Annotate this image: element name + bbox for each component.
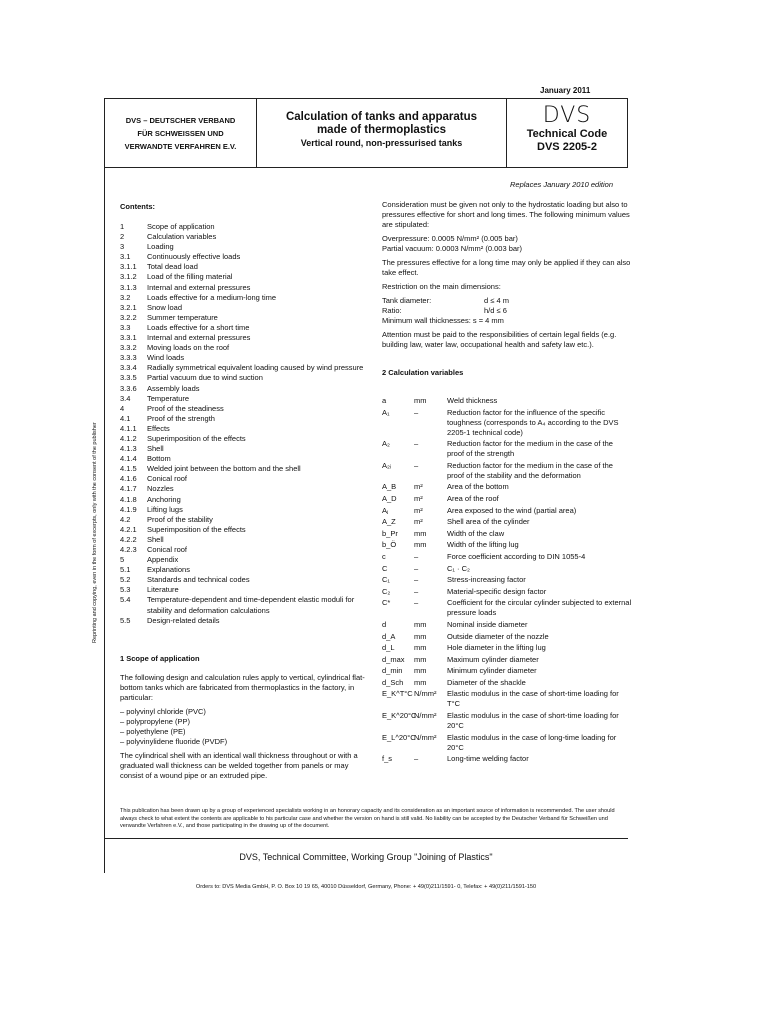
toc-number: 4 bbox=[120, 403, 125, 413]
variable-row bbox=[382, 396, 632, 406]
toc-number: 5.5 bbox=[120, 615, 131, 625]
toc-number: 3.3.2 bbox=[120, 343, 137, 353]
variable-unit: mm bbox=[414, 643, 427, 653]
variable-desc: Elastic modulus in the case of short-time loading for 20°C bbox=[447, 711, 619, 731]
table-of-contents bbox=[120, 222, 370, 626]
toc-number: 1 bbox=[120, 222, 125, 231]
toc-label: Radially symmetrical equivalent loading caused by wind pressure bbox=[147, 363, 364, 373]
toc-number: 3.2 bbox=[120, 292, 131, 302]
toc-number: 4.2.2 bbox=[120, 534, 137, 544]
toc-entry bbox=[120, 525, 370, 535]
copyright-side-note: Reprinting and copying, even in the form of excerpts, only with the consent of the publisher bbox=[92, 422, 98, 643]
document-subtitle: Vertical round, non-pressurised tanks bbox=[300, 138, 463, 148]
toc-entry bbox=[120, 293, 370, 303]
toc-number: 4.1.5 bbox=[120, 464, 137, 474]
toc-label: Lifting lugs bbox=[147, 504, 183, 514]
list-item: – polyethylene (PE) bbox=[120, 727, 186, 736]
variable-unit: N/mm² bbox=[414, 689, 437, 699]
variable-sym: A_Z bbox=[382, 517, 396, 527]
toc-entry bbox=[120, 283, 370, 293]
variable-row bbox=[382, 552, 632, 562]
variable-unit: – bbox=[414, 575, 419, 585]
variable-row bbox=[382, 666, 632, 676]
toc-number: 4.1.8 bbox=[120, 494, 137, 504]
code-label: Technical Code bbox=[526, 128, 608, 140]
toc-label: Proof of the stability bbox=[147, 514, 213, 524]
toc-entry bbox=[120, 555, 370, 565]
toc-label: Nozzles bbox=[147, 484, 174, 494]
toc-label: Snow load bbox=[147, 302, 183, 312]
toc-number: 3.3.3 bbox=[120, 353, 137, 363]
toc-entry bbox=[120, 535, 370, 545]
variable-row bbox=[382, 482, 632, 492]
restriction-label: Restriction on the main dimensions: bbox=[382, 282, 501, 291]
toc-label: Wind loads bbox=[147, 353, 185, 363]
toc-label: Internal and external pressures bbox=[147, 282, 251, 292]
variable-desc: Width of the claw bbox=[447, 528, 505, 538]
variable-desc: Hole diameter in the lifting lug bbox=[447, 643, 546, 653]
toc-entry bbox=[120, 353, 370, 363]
toc-number: 3.2.1 bbox=[120, 302, 137, 312]
variable-sym: d_A bbox=[382, 631, 396, 641]
committee-line: DVS, Technical Committee, Working Group "Joining of Plastics" bbox=[239, 852, 493, 862]
organization-name bbox=[105, 99, 257, 167]
variable-unit: mm bbox=[414, 396, 427, 405]
toc-entry bbox=[120, 384, 370, 394]
variable-sym: d_max bbox=[382, 654, 405, 664]
toc-entry bbox=[120, 545, 370, 555]
variable-desc: Nominal inside diameter bbox=[447, 619, 528, 629]
toc-number: 4.1.4 bbox=[120, 454, 137, 464]
variable-unit: mm bbox=[414, 540, 427, 550]
variable-sym: d_min bbox=[382, 666, 403, 676]
toc-entry bbox=[120, 595, 370, 615]
edition-date: January 2011 bbox=[540, 86, 591, 95]
variable-sym: E_K^T°C bbox=[382, 689, 413, 699]
variable-sym: A₂ bbox=[382, 439, 390, 449]
toc-entry bbox=[120, 495, 370, 505]
toc-entry bbox=[120, 585, 370, 595]
toc-label: Anchoring bbox=[147, 494, 181, 504]
scope-section bbox=[120, 654, 370, 781]
toc-label: Conical roof bbox=[147, 545, 188, 554]
toc-entry bbox=[120, 363, 370, 373]
overpressure-value: Overpressure: 0.0005 N/mm² (0.005 bar) bbox=[382, 234, 518, 243]
toc-label: Effects bbox=[147, 423, 170, 433]
toc-entry bbox=[120, 333, 370, 343]
variable-unit: – bbox=[414, 754, 419, 764]
toc-entry bbox=[120, 272, 370, 282]
toc-number: 3 bbox=[120, 242, 125, 252]
variable-unit: mm bbox=[414, 619, 427, 629]
variable-sym: A_B bbox=[382, 482, 397, 492]
variable-row bbox=[382, 678, 632, 688]
toc-entry bbox=[120, 394, 370, 404]
toc-number: 2 bbox=[120, 232, 125, 242]
toc-entry bbox=[120, 454, 370, 464]
toc-label: Design-related details bbox=[147, 615, 220, 625]
variable-desc: Stress-increasing factor bbox=[447, 575, 526, 585]
toc-number: 3.3 bbox=[120, 322, 131, 332]
toc-number: 4.1.6 bbox=[120, 474, 137, 484]
toc-entry bbox=[120, 262, 370, 272]
contents-title: Contents: bbox=[120, 202, 155, 211]
variable-row bbox=[382, 632, 632, 642]
variable-unit: m² bbox=[414, 493, 423, 503]
variable-row bbox=[382, 564, 632, 574]
variable-unit: m² bbox=[414, 505, 423, 515]
variable-sym: b_Pr bbox=[382, 528, 398, 538]
variable-desc: Reduction factor for the medium in the case of the proof of the stability and the deformation bbox=[447, 460, 613, 480]
pressure-note: The pressures effective for a long time may only be applied if they can also take effect. bbox=[382, 258, 631, 277]
variable-sym: Aⱼ bbox=[382, 505, 389, 515]
toc-number: 4.2.1 bbox=[120, 524, 137, 534]
toc-label: Partial vacuum due to wind suction bbox=[147, 373, 263, 383]
toc-entry bbox=[120, 232, 370, 242]
variable-unit: – bbox=[414, 586, 419, 596]
variable-unit: mm bbox=[414, 666, 427, 676]
toc-label: Internal and external pressures bbox=[147, 333, 251, 343]
variable-desc: Area of the roof bbox=[447, 493, 499, 503]
toc-label: Appendix bbox=[147, 555, 179, 565]
variables-list bbox=[382, 396, 632, 766]
variable-unit: mm bbox=[414, 528, 427, 538]
ratio-label: Ratio: bbox=[382, 306, 402, 315]
toc-label: Total dead load bbox=[147, 262, 198, 272]
toc-number: 5.2 bbox=[120, 575, 131, 585]
toc-entry bbox=[120, 505, 370, 515]
toc-number: 4.1.3 bbox=[120, 444, 137, 454]
toc-entry bbox=[120, 464, 370, 474]
variable-sym: c bbox=[382, 551, 386, 561]
toc-entry bbox=[120, 252, 370, 262]
toc-entry bbox=[120, 515, 370, 525]
toc-label: Literature bbox=[147, 585, 179, 595]
variable-sym: f_s bbox=[382, 754, 393, 764]
variable-sym: d_Sch bbox=[382, 677, 404, 687]
variable-row bbox=[382, 711, 632, 731]
variable-row bbox=[382, 643, 632, 653]
toc-label: Proof of the steadiness bbox=[147, 403, 224, 413]
scope-heading: 1 Scope of application bbox=[120, 654, 200, 663]
variable-row bbox=[382, 529, 632, 539]
toc-entry bbox=[120, 343, 370, 353]
variable-desc: Outside diameter of the nozzle bbox=[447, 631, 549, 641]
toc-label: Temperature-dependent and time-dependent elastic moduli for stability and deformation calculations bbox=[147, 595, 355, 615]
variable-sym: d bbox=[382, 619, 387, 629]
toc-entry bbox=[120, 373, 370, 383]
variable-desc: Long-time welding factor bbox=[447, 754, 529, 764]
variable-unit: – bbox=[414, 460, 419, 470]
toc-entry bbox=[120, 242, 370, 252]
toc-label: Conical roof bbox=[147, 474, 188, 484]
toc-label: Bottom bbox=[147, 454, 171, 464]
variable-desc: Material-specific design factor bbox=[447, 586, 547, 596]
variable-row bbox=[382, 655, 632, 665]
variable-unit: N/mm² bbox=[414, 711, 437, 721]
variable-row bbox=[382, 689, 632, 709]
code-block bbox=[507, 99, 627, 167]
toc-entry bbox=[120, 414, 370, 424]
legal-note: Attention must be paid to the responsibilities of certain legal fields (e.g. building law, water law, occupational health and safety law etc.). bbox=[382, 330, 617, 349]
partial-vacuum-value: Partial vacuum: 0.0003 N/mm² (0.003 bar) bbox=[382, 244, 523, 253]
toc-label: Loads effective for a medium-long time bbox=[147, 292, 277, 302]
orders-contact: Orders to: DVS Media GmbH, P. O. Box 10 19 65, 40010 Düsseldorf, Germany, Phone: + 49(0)211/1591- 0, Telefax: + 49(0)211/1591-150 bbox=[195, 884, 537, 890]
toc-label: Scope of application bbox=[147, 222, 215, 231]
tank-diameter-value: d ≤ 4 m bbox=[484, 296, 509, 305]
tank-diameter-label: Tank diameter: bbox=[382, 296, 432, 305]
variable-row bbox=[382, 540, 632, 550]
replaces-note: Replaces January 2010 edition bbox=[510, 180, 613, 189]
variable-desc: Maximum cylinder diameter bbox=[447, 654, 539, 664]
margin-line bbox=[104, 168, 105, 873]
variable-unit: mm bbox=[414, 677, 427, 687]
scope-paragraph: The cylindrical shell with an identical wall thickness throughout or with a graduated wall thickness can be welded together from panels or may consist of a wound pipe or an extruded pipe. bbox=[120, 751, 358, 780]
toc-number: 4.1 bbox=[120, 413, 131, 423]
variable-row bbox=[382, 506, 632, 516]
toc-label: Continuously effective loads bbox=[147, 252, 241, 262]
variable-row bbox=[382, 494, 632, 504]
toc-number: 4.1.9 bbox=[120, 504, 137, 514]
toc-number: 3.2.2 bbox=[120, 312, 137, 322]
toc-label: Summer temperature bbox=[147, 312, 218, 322]
list-item: – polypropylene (PP) bbox=[120, 717, 191, 726]
variable-desc: Elastic modulus in the case of long-time loading for 20°C bbox=[447, 732, 617, 752]
variable-row bbox=[382, 408, 632, 438]
toc-number: 3.4 bbox=[120, 393, 131, 403]
toc-number: 4.1.7 bbox=[120, 484, 137, 494]
title-line: made of thermoplastics bbox=[316, 124, 447, 136]
variable-desc: Reduction factor for the influence of the specific toughness (corresponds to A₄ according to the DVS 2205-1 technical code) bbox=[447, 407, 619, 437]
toc-label: Proof of the strength bbox=[147, 413, 215, 423]
toc-label: Load of the filling material bbox=[147, 272, 233, 282]
toc-label: Shell bbox=[147, 444, 164, 454]
dvs-logo: DVS bbox=[542, 103, 592, 128]
toc-label: Temperature bbox=[147, 393, 190, 403]
toc-entry bbox=[120, 444, 370, 454]
toc-number: 3.3.4 bbox=[120, 363, 137, 373]
code-number: DVS 2205-2 bbox=[537, 141, 597, 153]
list-item: – polyvinyl chloride (PVC) bbox=[120, 707, 206, 716]
list-item: – polyvinylidene fluoride (PVDF) bbox=[120, 737, 228, 746]
toc-number: 4.1.2 bbox=[120, 433, 137, 443]
title-line: Calculation of tanks and apparatus bbox=[285, 111, 478, 123]
variable-unit: – bbox=[414, 439, 419, 449]
toc-number: 5 bbox=[120, 555, 125, 565]
toc-number: 3.3.6 bbox=[120, 383, 137, 393]
variable-row bbox=[382, 517, 632, 527]
variable-desc: Width of the lifting lug bbox=[447, 540, 519, 550]
variable-sym: E_L^20°C bbox=[382, 732, 416, 742]
variable-sym: C* bbox=[382, 598, 391, 608]
variable-desc: Diameter of the shackle bbox=[447, 677, 526, 687]
scope-paragraph: The following design and calculation rules apply to vertical, cylindrical flat-bottom tanks which are fabricated from thermoplastics in the factory, in particular: bbox=[120, 673, 365, 702]
variables-heading: 2 Calculation variables bbox=[382, 368, 464, 377]
toc-label: Welded joint between the bottom and the shell bbox=[147, 464, 301, 474]
toc-entry bbox=[120, 575, 370, 585]
variable-sym: E_K^20°C bbox=[382, 711, 417, 721]
tank-diameter-row bbox=[382, 296, 632, 306]
toc-entry bbox=[120, 303, 370, 313]
toc-label: Loading bbox=[147, 242, 174, 252]
variable-unit: – bbox=[414, 551, 419, 561]
toc-label: Shell bbox=[147, 534, 164, 544]
variable-unit: – bbox=[414, 407, 419, 417]
variable-row bbox=[382, 620, 632, 630]
toc-entry bbox=[120, 424, 370, 434]
toc-entry bbox=[120, 404, 370, 414]
variable-row bbox=[382, 439, 632, 459]
variable-desc: Weld thickness bbox=[447, 396, 498, 405]
toc-label: Moving loads on the roof bbox=[147, 343, 230, 353]
variable-sym: a bbox=[382, 396, 387, 405]
variable-desc: Minimum cylinder diameter bbox=[447, 666, 537, 676]
toc-number: 3.3.5 bbox=[120, 373, 137, 383]
toc-label: Assembly loads bbox=[147, 383, 200, 393]
org-line: FÜR SCHWEISSEN UND bbox=[137, 128, 224, 138]
toc-number: 5.1 bbox=[120, 565, 131, 575]
variable-desc: Coefficient for the circular cylinder subjected to external pressure loads bbox=[447, 598, 632, 618]
right-column-intro bbox=[382, 200, 632, 377]
ratio-value: h/d ≤ 6 bbox=[484, 306, 507, 315]
toc-entry bbox=[120, 474, 370, 484]
variable-desc: C₁ · C₂ bbox=[447, 563, 470, 573]
variable-sym: b_Ö bbox=[382, 540, 397, 550]
variable-unit: N/mm² bbox=[414, 732, 437, 742]
pressure-paragraph: Consideration must be given not only to the hydrostatic loading but also to pressures effective for short and long times. The following minimum values are stipulated: bbox=[382, 200, 630, 229]
toc-entry bbox=[120, 434, 370, 444]
document-title-block bbox=[257, 99, 507, 167]
toc-entry bbox=[120, 616, 370, 626]
toc-label: Explanations bbox=[147, 565, 190, 575]
toc-number: 3.1.2 bbox=[120, 272, 137, 282]
toc-number: 3.3.1 bbox=[120, 333, 137, 343]
variable-unit: mm bbox=[414, 654, 427, 664]
toc-entry bbox=[120, 313, 370, 323]
variable-sym: C bbox=[382, 563, 388, 573]
toc-number: 4.1.1 bbox=[120, 423, 137, 433]
toc-entry bbox=[120, 484, 370, 494]
toc-label: Superimposition of the effects bbox=[147, 524, 246, 534]
disclaimer-footnote: This publication has been drawn up by a group of experienced specialists working in an honorary capacity and its consideration as an important source of information is recommended. The user should always check to what extent the contents are applicable to his particular case and whether the version on hand is still valid. No liability can be accepted by the Deutscher Verband für Schweißen und verwandte Verfahren e.V., and those participating in the drawing up of the document. bbox=[120, 808, 615, 829]
variable-desc: Elastic modulus in the case of short-time loading for T°C bbox=[447, 689, 619, 709]
toc-entry bbox=[120, 323, 370, 333]
variable-desc: Force coefficient according to DIN 1055-4 bbox=[447, 551, 586, 561]
variable-row bbox=[382, 598, 632, 618]
variable-sym: C₁ bbox=[382, 575, 390, 585]
min-wall-thickness: Minimum wall thicknesses: s = 4 mm bbox=[382, 316, 504, 325]
variable-sym: A₁ bbox=[382, 407, 390, 417]
variable-desc: Area exposed to the wind (partial area) bbox=[447, 505, 577, 515]
toc-number: 4.2.3 bbox=[120, 545, 137, 554]
toc-number: 4.2 bbox=[120, 514, 131, 524]
toc-number: 5.3 bbox=[120, 585, 131, 595]
variable-unit: m² bbox=[414, 517, 423, 527]
variable-row bbox=[382, 587, 632, 597]
variable-unit: m² bbox=[414, 482, 423, 492]
variable-unit: – bbox=[414, 598, 419, 608]
toc-number: 3.1.1 bbox=[120, 262, 137, 272]
material-list bbox=[120, 707, 370, 747]
variable-row bbox=[382, 461, 632, 481]
toc-number: 5.4 bbox=[120, 595, 131, 605]
variable-sym: A₂ᵢ bbox=[382, 460, 392, 470]
variable-desc: Reduction factor for the medium in the case of the proof of the strength bbox=[447, 439, 613, 459]
toc-entry bbox=[120, 222, 370, 232]
toc-number: 3.1.3 bbox=[120, 282, 137, 292]
variable-desc: Area of the bottom bbox=[447, 482, 509, 492]
variable-sym: C₂ bbox=[382, 586, 391, 596]
footer-rule bbox=[104, 838, 628, 839]
variable-sym: d_L bbox=[382, 643, 395, 653]
toc-label: Loads effective for a short time bbox=[147, 322, 250, 332]
variable-sym: A_D bbox=[382, 493, 397, 503]
toc-entry bbox=[120, 565, 370, 575]
org-line: DVS – DEUTSCHER VERBAND bbox=[125, 115, 236, 125]
variable-row bbox=[382, 754, 632, 764]
ratio-row bbox=[382, 306, 632, 316]
variable-unit: – bbox=[414, 563, 419, 573]
toc-label: Calculation variables bbox=[147, 232, 217, 242]
org-line: VERWANDTE VERFAHREN E.V. bbox=[124, 141, 237, 151]
variable-row bbox=[382, 733, 632, 753]
variable-row bbox=[382, 575, 632, 585]
variable-unit: mm bbox=[414, 631, 427, 641]
toc-label: Standards and technical codes bbox=[147, 575, 250, 585]
toc-number: 3.1 bbox=[120, 252, 131, 262]
document-header bbox=[104, 98, 628, 168]
toc-label: Superimposition of the effects bbox=[147, 433, 246, 443]
variable-desc: Shell area of the cylinder bbox=[447, 517, 530, 527]
